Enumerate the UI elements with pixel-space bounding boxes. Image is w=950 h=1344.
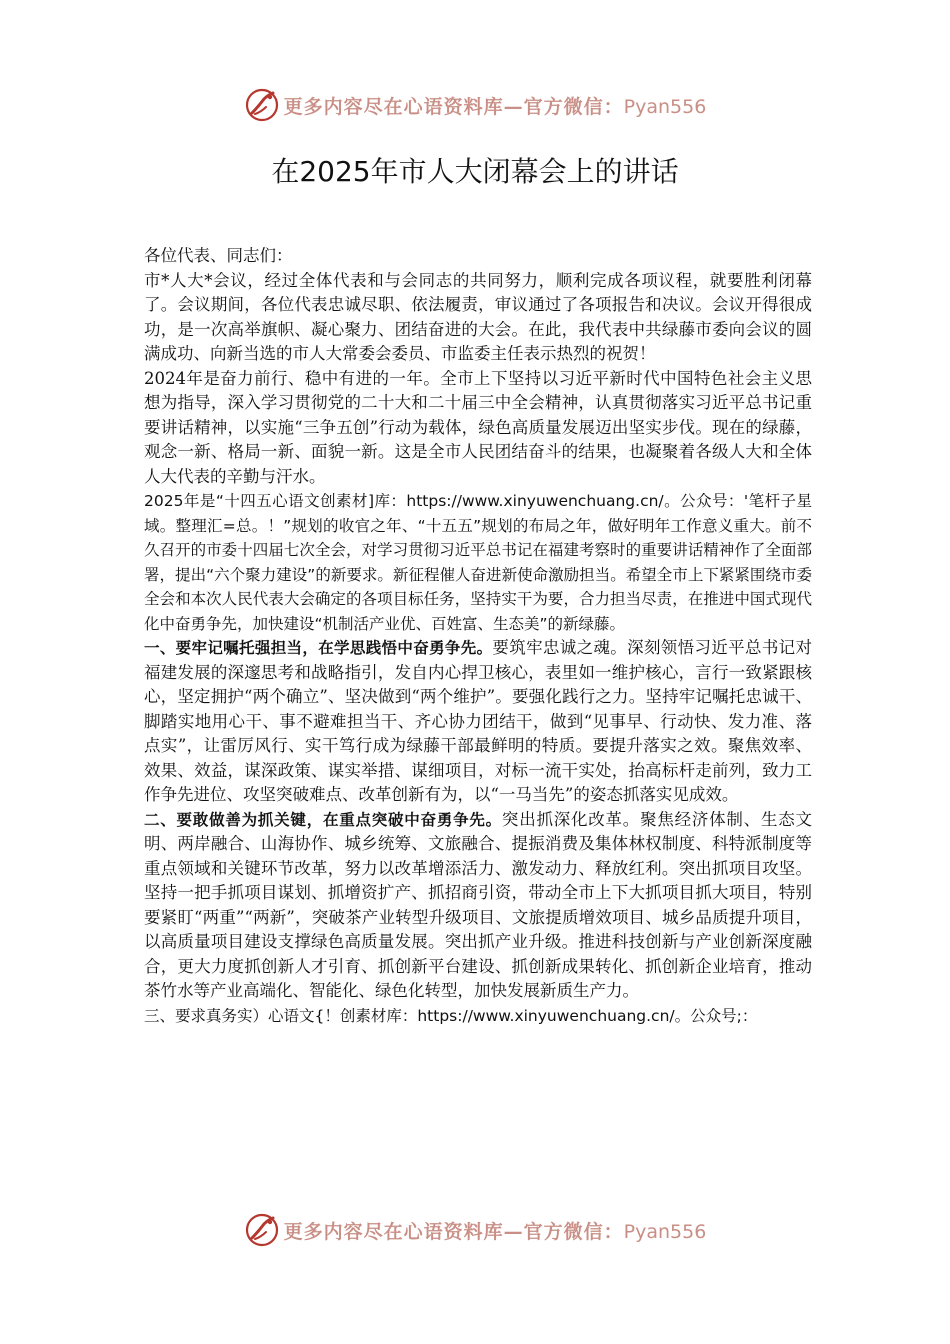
footer-watermark-banner (0, 1207, 950, 1253)
paragraph-1: 市*人大*会议，经过全体代表和与会同志的共同努力，顺利完成各项议程，就要胜利闭幕了。会议期间，各位代表忠诚尽职、依法履责，审议通过了各项报告和决议。会议开得很成功，是一次高举旗帜、凝心聚力、团结奋进的大会。在此，我代表中共绿藤市委向会议的圆满成功、向新当选的市人大常委会委员、市监委主任表示热烈的祝贺！ (144, 270, 812, 363)
paragraph-3: 2025年是“十四五心语文创素材]库：https://www.xinyuwenchuang.cn/。公众号：'笔杆子星域。整理汇=总。！”规划的收官之年、“十五五”规划的布局之年，做好明年工作意义重大。前不久召开的市委十四届七次全会，对学习贯彻习近平总书记在福建考察时的重要讲话精神作了全面部署，提出“六个聚力建设”的新要求。新征程催人奋进新使命激励担当。希望全市上下紧紧围绕市委全会和本次人民代表大会确定的各项目标任务，坚持实干为要，合力担当尽责，在推进中国式现代化中奋勇争先，加快建设“机制活产业优、百姓富、生态美”的新绿藤。 (144, 492, 812, 633)
section-2-heading: 二、要敢做善为抓关键，在重点突破中奋勇争先。 (144, 810, 502, 829)
section-1-heading: 一、要牢记嘱托强担当，在学思践悟中奋勇争先。 (144, 639, 493, 657)
banner-text: 更多内容尽在心语资料库—官方微信：Pyan556 (283, 1220, 707, 1243)
brush-logo-icon (244, 1212, 280, 1248)
paragraph-2: 2024年是奋力前行、稳中有进的一年。全市上下坚持以习近平新时代中国特色社会主义思想为指导，深入学习贯彻党的二十大和二十届三中全会精神，认真贯彻落实习近平总书记重要讲话精神，以实施“三争五创”行动为载体，绿色高质量发展迈出坚实步伐。现在的绿藤，观念一新、格局一新、面貌一新。这是全市人民团结奋斗的结果，也凝聚着各级人大和全体人大代表的辛勤与汗水。 (144, 368, 812, 486)
section-3-line: 三、要求真务实）心语文{！创素材库：https://www.xinyuwenchuang.cn/。公众号;： (144, 1006, 758, 1025)
section-1 (144, 636, 812, 808)
header-watermark-banner (0, 82, 950, 128)
document-body (144, 244, 812, 1028)
brush-logo-icon (244, 87, 280, 123)
banner-text: 更多内容尽在心语资料库—官方微信：Pyan556 (283, 95, 707, 118)
section-2-body: 突出抓深化改革。聚焦经济体制、生态文明、两岸融合、山海协作、城乡统筹、文旅融合、提振消费及集体林权制度、科特派制度等重点领域和关键环节改革，努力以改革增添活力、激发动力、释放红利。突出抓项目攻坚。坚持一把手抓项目谋划、抓增资扩产、抓招商引资，带动全市上下大抓项目抓大项目，特别要紧盯“两重”“两新”，突破茶产业转型升级项目、文旅提质增效项目、城乡品质提升项目，以高质量项目建设支撑绿色高质量发展。突出抓产业升级。推进科技创新与产业创新深度融合，更大力度抓创新人才引育、抓创新平台建设、抓创新成果转化、抓创新企业培育，推动茶竹水等产业高端化、智能化、绿色化转型，加快发展新质生产力。 (144, 809, 812, 1000)
greeting: 各位代表、同志们： (144, 246, 293, 265)
section-2 (144, 808, 812, 1004)
document-title: 在2025年市人大闭幕会上的讲话 (271, 155, 679, 188)
section-1-body: 要筑牢忠诚之魂。深刻领悟习近平总书记对福建发展的深邃思考和战略指引，发自内心捍卫核心，表里如一维护核心，言行一致紧跟核心，坚定拥护“两个确立”、坚决做到“两个维护”。要强化践行之力。坚持牢记嘱托忠诚干、脚踏实地用心干、事不避难担当干、齐心协力团结干，做到“见事早、行动快、发力准、落点实”，让雷厉风行、实干笃行成为绿藤干部最鲜明的特质。要提升落实之效。聚焦效率、效果、效益，谋深政策、谋实举措、谋细项目，对标一流干实处，抬高标杆走前列，致力工作争先进位、攻坚突破难点、改革创新有为，以“一马当先”的姿态抓落实见成效。 (144, 638, 812, 804)
